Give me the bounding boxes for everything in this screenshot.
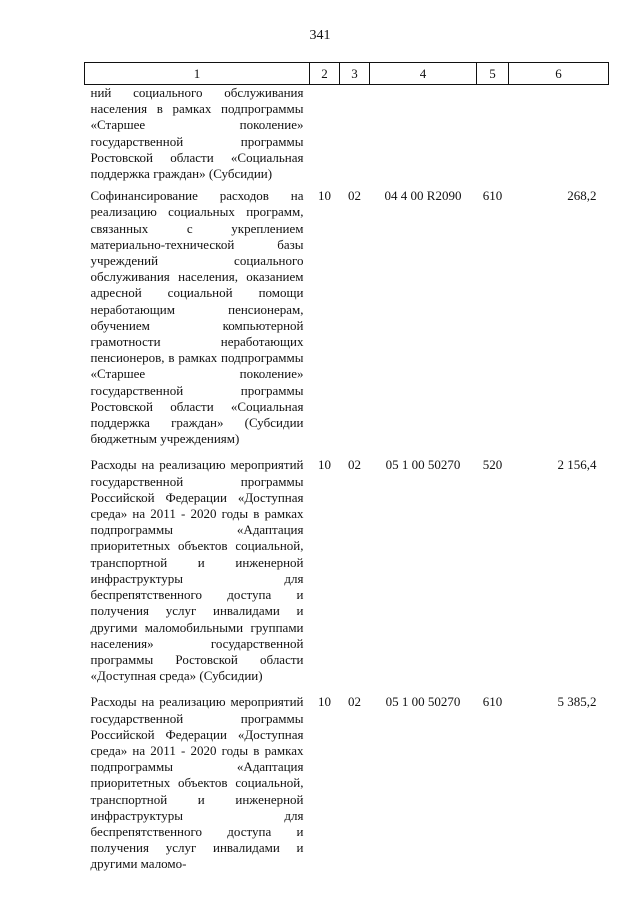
row-subsection: 02 bbox=[348, 188, 361, 204]
page-number: 341 bbox=[309, 28, 331, 43]
row-expense-type: 520 bbox=[482, 457, 503, 473]
row-section bbox=[310, 85, 340, 189]
row-target-article bbox=[370, 85, 477, 189]
row-subsection bbox=[340, 85, 370, 189]
row-description: ний социального обслуживания населения в рамках подпрограммы «Старшее поколение» государственной программы Ростовской области «Социальная поддержка граждан» (Субсидии) bbox=[90, 85, 304, 182]
row-amount: 2 156,4 bbox=[557, 457, 597, 473]
row-expense-type: 610 bbox=[482, 188, 503, 204]
header-col-2: 2 bbox=[310, 63, 340, 85]
row-target-article: 04 4 00 R2090 bbox=[384, 188, 462, 204]
row-section: 10 bbox=[318, 188, 331, 204]
row-target-article: 05 1 00 50270 bbox=[385, 694, 461, 710]
row-description: Расходы на реализацию мероприятий государственной программы Российской Федерации «Доступная среда» на 2011 - 2020 годы в рамках подпрограммы «Адаптация приоритетных объектов социальной, транспортной и инженерной инфраструктуры для беспрепятственного доступа и получения услуг инвалидами и другими маломо- bbox=[90, 694, 304, 872]
budget-table bbox=[84, 62, 609, 883]
row-description: Софинансирование расходов на реализацию социальных программ, связанных с укреплением материально-технической базы учреждений социального обслуживания населения, оказанием адресной социальной помощи неработающим пенсионерам, обучением компьютерной грамотности неработающих пенсионеров, в рамках подпрограммы «Старшее поколение» государственной программы Ростовской области «Социальная поддержка граждан» (Субсидии бюджетным учреждениям) bbox=[90, 188, 304, 447]
header-col-1: 1 bbox=[85, 63, 310, 85]
row-section: 10 bbox=[318, 457, 331, 473]
header-col-4: 4 bbox=[370, 63, 477, 85]
row-subsection: 02 bbox=[348, 457, 361, 473]
table-row bbox=[85, 457, 609, 694]
row-subsection: 02 bbox=[348, 694, 361, 710]
row-target-article: 05 1 00 50270 bbox=[385, 457, 461, 473]
row-amount bbox=[509, 85, 609, 189]
header-col-5: 5 bbox=[477, 63, 509, 85]
header-row bbox=[85, 63, 609, 85]
table-row bbox=[85, 694, 609, 882]
header-col-6: 6 bbox=[509, 63, 609, 85]
row-description: Расходы на реализацию мероприятий государственной программы Российской Федерации «Доступная среда» на 2011 - 2020 годы в рамках подпрограммы «Адаптация приоритетных объектов социальной, транспортной и инженерной инфраструктуры для беспрепятственного доступа и получения услуг инвалидами и другими маломобильными группами населения» государственной программы Ростовской области «Доступная среда» (Субсидии) bbox=[90, 457, 304, 684]
row-expense-type bbox=[477, 85, 509, 189]
table-row bbox=[85, 85, 609, 189]
row-section: 10 bbox=[318, 694, 331, 710]
row-expense-type: 610 bbox=[482, 694, 503, 710]
table-row bbox=[85, 188, 609, 457]
header-col-3: 3 bbox=[340, 63, 370, 85]
row-amount: 5 385,2 bbox=[557, 694, 597, 710]
row-amount: 268,2 bbox=[567, 188, 597, 204]
